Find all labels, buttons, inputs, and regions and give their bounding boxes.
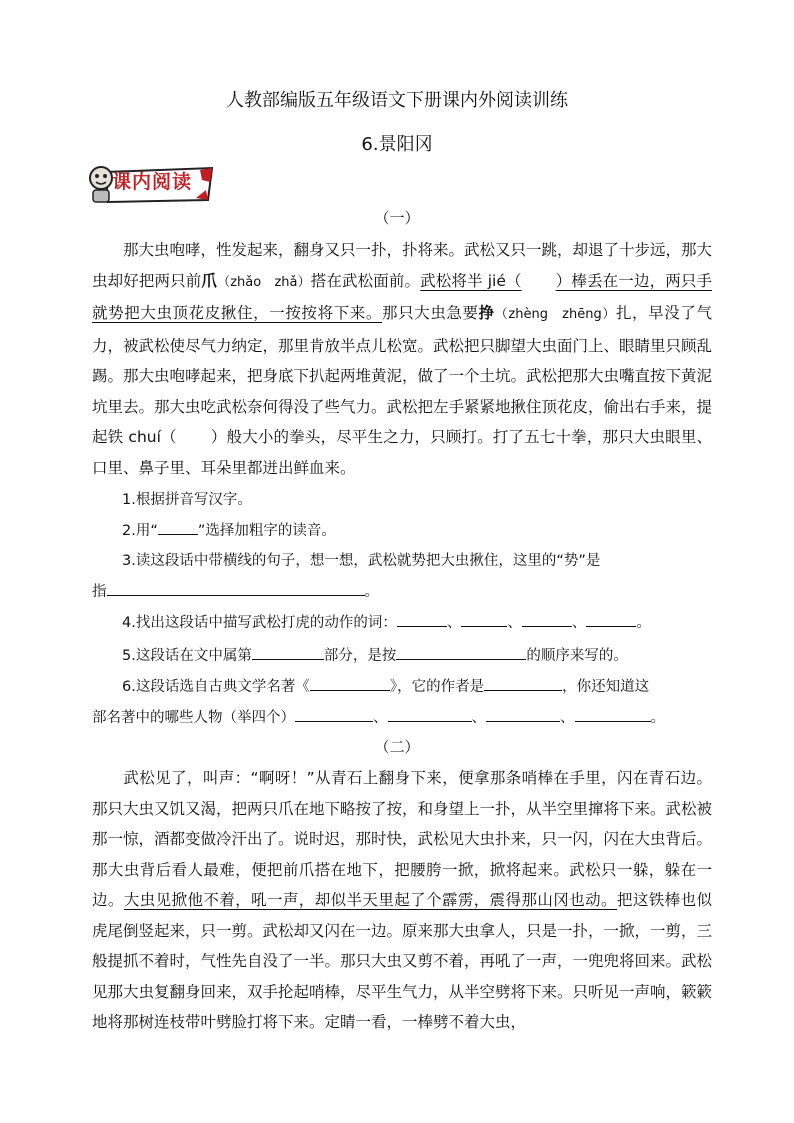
question-2 <box>122 516 742 547</box>
pinyin-option-1: （zhǎo zhǎ） <box>217 274 311 290</box>
answer-blank-q5-1[interactable] <box>252 643 324 660</box>
passage1-text-3: 那只大虫急要 <box>381 304 479 322</box>
passage1-text-1: 那大虫咆哮，性发起来，翻身又只一扑，扑将来。武松又只一跳，却退了十步远，那大虫却好把两只前 <box>92 241 713 290</box>
passage2-text-2: 把这铁棒也似虎尾倒竖起来，只一剪。武松却又闪在一边。原来那大虫拿人，只是一扑，一掀，一剪，三般提抓不着时，气性先自没了一半。那只大虫又剪不着，再吼了一声，一兜兜将回来。武松见那大虫复翻身回来，双手抡起哨棒，尽平生气力，从半空劈将下来。只听见一声响，簌簌地将那树连枝带叶劈脸打将下来。定睛一看，一棒劈不着大虫， <box>92 891 713 1031</box>
answer-blank-q2[interactable] <box>158 518 198 535</box>
passage1-text-4: 扎，早没了气力，被武松使尽气力纳定，那里肯放半点儿松宽。武松把只脚望大虫面门上、眼睛里只顾乱踢。那大虫咆哮起来，把身底下扒起两堆黄泥，做了一个土坑。武松把那大虫嘴直按下黄泥坑里去。那大虫吃武松奈何得没了些气力。武松把左手紧紧地揪住顶花皮，偷出右手来，提起铁 chuí（ <box>92 304 713 446</box>
question-1: 1.根据拼音写汉字。 <box>122 492 252 508</box>
section-heading-2: （二） <box>374 738 420 756</box>
question-5 <box>122 641 742 672</box>
question-3-line-2 <box>92 577 712 608</box>
question-6-text-c: ，你还知道这 <box>562 679 650 695</box>
question-4-text: 4.找出这段话中描写武松打虎的动作的词： <box>122 615 397 631</box>
answer-blank-q4-2[interactable] <box>461 610 507 627</box>
passage1-text-2: 搭在武松面前。 <box>310 271 421 290</box>
question-5-text-c: 的顺序来写的。 <box>526 648 628 664</box>
badge-label: 课内阅读 <box>112 171 193 193</box>
question-6-text-a: 6.这段话选自古典文学名著《 <box>122 679 310 695</box>
question-5-text-a: 5.这段话在文中属第 <box>122 648 252 664</box>
reading-passage-2 <box>92 763 712 1038</box>
worksheet-title: 人教部编版五年级语文下册课内外阅读训练 <box>226 90 568 111</box>
answer-blank-q6-char-4[interactable] <box>575 705 651 722</box>
question-2-text-a: 2.用“ <box>122 523 158 539</box>
question-4 <box>122 608 742 639</box>
answer-blank-q5-2[interactable] <box>396 643 526 660</box>
answer-blank-q3[interactable] <box>107 579 365 596</box>
question-3-text-b: 指 <box>92 584 107 600</box>
lesson-title: 6.景阳冈 <box>361 134 433 155</box>
answer-blank-q4-1[interactable] <box>397 610 447 627</box>
section-badge <box>84 160 218 206</box>
question-5-text-b: 部分，是按 <box>323 648 397 664</box>
question-6-line-2 <box>92 703 712 734</box>
question-6-sep-3: 、 <box>560 710 575 726</box>
passage2-text-1: 武松见了，叫声：“啊呀！”从青石上翻身下来，便拿那条哨棒在手里，闪在青石边。那只大虫又饥又渴，把两只爪在地下略按了按，和身望上一扑，从半空里撺将下来。武松被那一惊，酒都变做冷汗出了。说时迟，那时快，武松见大虫扑来，只一闪，闪在大虫背后。那大虫背后看人最难，便把前爪搭在地下，把腰胯一掀，掀将起来。武松只一躲，躲在一边。 <box>92 769 713 909</box>
answer-blank-q4-4[interactable] <box>586 610 636 627</box>
question-6-sep-2: 、 <box>471 710 486 726</box>
bold-char-2: 挣 <box>478 304 495 322</box>
question-3: 3.读这段话中带横线的句子，想一想，武松就势把大虫揪住，这里的“势”是 <box>122 553 601 569</box>
answer-blank-q6-book[interactable] <box>310 674 390 691</box>
answer-blank-q6-char-3[interactable] <box>486 705 560 722</box>
bold-char-1: 爪 <box>201 271 218 290</box>
section-heading-1: （一） <box>374 209 420 227</box>
passage1-text-5: ）般大小的拳头，尽平生之力，只顾打。打了五七十拳，那只大虫眼里、口里、鼻子里、耳朵里都迸出鲜血来。 <box>92 428 712 477</box>
question-4-sep-3: 、 <box>571 615 587 631</box>
question-6-text-d: 部名著中的哪些人物（举四个） <box>92 710 295 726</box>
pinyin-option-2: （zhèng zhēng） <box>494 307 616 322</box>
question-6-end: 。 <box>650 710 665 726</box>
question-4-sep-1: 、 <box>446 615 462 631</box>
question-4-sep-2: 、 <box>507 615 522 631</box>
answer-blank-q6-char-1[interactable] <box>295 705 373 722</box>
question-2-text-b: ”选择加粗字的读音。 <box>197 523 336 539</box>
answer-blank-q4-3[interactable] <box>522 610 572 627</box>
reading-passage-1 <box>92 235 712 483</box>
answer-blank-q6-author[interactable] <box>484 674 562 691</box>
underlined-sentence-2: 大虫见掀他不着，吼一声，却似半天里起了个霹雳，震得那山冈也动。 <box>123 891 617 909</box>
question-6-sep-1: 、 <box>373 710 388 726</box>
underlined-part-b: ）棒丢在一边，两只手就势把大虫顶花皮揪住，一按按将下来。 <box>92 271 712 322</box>
underlined-part-a: 武松将半 jié（ <box>420 271 522 290</box>
question-3-end: 。 <box>364 584 379 600</box>
answer-blank-q6-char-2[interactable] <box>388 705 472 722</box>
question-4-end: 。 <box>636 615 651 631</box>
question-6-text-b: 》，它的作者是 <box>389 679 485 695</box>
question-6 <box>122 672 742 703</box>
